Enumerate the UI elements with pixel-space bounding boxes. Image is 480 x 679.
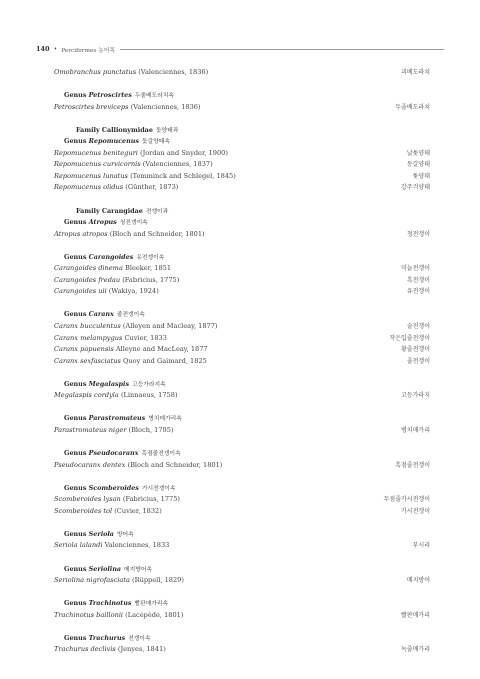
genus-korean-name: 줄전갱이속: [116, 312, 145, 319]
species-author: (Bloch and Schneider, 1801): [109, 229, 205, 238]
species-author: (Valenciennes, 1836): [130, 102, 201, 111]
genus-heading: [54, 309, 430, 321]
scientific-name: Carangoides dinema: [54, 264, 123, 273]
genus-heading: [54, 413, 430, 425]
genus-prefix: Genus: [64, 379, 89, 388]
species-name: [54, 494, 180, 506]
species-author: (Wakiya, 1924): [108, 287, 159, 296]
genus-heading: [54, 90, 430, 102]
scientific-name: Pseudocaranx dentex: [54, 460, 126, 469]
spacer: [54, 587, 430, 599]
genus-prefix: Genus: [64, 564, 89, 573]
korean-common-name: 병치매가리: [401, 426, 430, 434]
genus-korean-name: 유전갱이속: [136, 254, 165, 261]
genus-heading: [54, 252, 430, 264]
genus-prefix: Genus: [64, 599, 89, 608]
genus-name: Trachurus: [88, 633, 126, 642]
species-name: [54, 275, 179, 287]
scientific-name: Scomberoides tol: [54, 506, 113, 515]
species-author: (Jordan and Snyder, 1900): [140, 148, 228, 157]
korean-common-name: 빨판매가리: [401, 611, 430, 619]
spacer: [54, 471, 430, 483]
species-row: [54, 67, 430, 79]
scientific-name: Carangoides uii: [54, 287, 107, 296]
species-row: [54, 102, 430, 114]
genus-prefix: Genus: [64, 218, 89, 227]
korean-common-name: 메지방어: [406, 577, 430, 585]
species-author: (Fabricius, 1775): [122, 275, 180, 284]
species-author: Cuvier, 1833: [124, 333, 167, 342]
korean-common-name: 동갈양태: [406, 161, 430, 169]
genus-prefix: Genus: [64, 483, 89, 492]
genus-heading: [54, 136, 430, 148]
spacer: [54, 298, 430, 310]
genus-title: [64, 379, 166, 391]
korean-common-name: 강주걱양태: [401, 184, 430, 192]
korean-common-name: 두줄베도라치: [395, 103, 430, 111]
spacer: [54, 517, 430, 529]
species-name: [54, 644, 166, 656]
species-row: [54, 171, 430, 183]
genus-korean-name: 가시전갱이속: [141, 485, 176, 492]
species-author: (Günther, 1873): [125, 183, 179, 192]
genus-korean-name: 메지방어속: [124, 566, 153, 573]
family-title: [76, 206, 168, 218]
genus-title: [64, 252, 164, 264]
genus-prefix: Genus: [64, 633, 89, 642]
genus-korean-name: 방어속: [116, 531, 134, 538]
header-rule: [120, 49, 444, 50]
species-author: (Valenciennes, 1837): [142, 160, 213, 169]
species-author: Bleeker, 1851: [124, 264, 172, 273]
scientific-name: Repomucenus olidus: [54, 183, 124, 192]
species-name: [54, 171, 236, 183]
genus-name: Scomberoides: [88, 483, 139, 492]
running-header: [36, 44, 444, 54]
species-row: [54, 425, 430, 437]
genus-title: [64, 90, 174, 102]
species-row: [54, 182, 430, 194]
species-row: [54, 610, 430, 622]
genus-korean-name: 고등가라지속: [132, 381, 166, 388]
genus-name: Seriola: [88, 529, 114, 538]
species-name: [54, 148, 228, 160]
scientific-name: Caranx bucculentus: [54, 322, 121, 331]
genus-korean-name: 빨판매가리속: [134, 601, 169, 608]
korean-common-name: 두점줄가시전갱이: [383, 496, 430, 504]
korean-common-name: 청전갱이: [406, 230, 430, 238]
species-author: (Bloch and Schneider, 1801): [127, 460, 223, 469]
species-name: [54, 390, 178, 402]
scientific-name: Megalaspis cordyla: [54, 391, 119, 400]
scientific-name: Omobranchus punctatus: [54, 68, 137, 76]
scientific-name: Petroscirtes breviceps: [54, 102, 129, 111]
spacer: [54, 437, 430, 449]
species-author: Valenciennes, 1833: [104, 541, 170, 550]
genus-heading: [54, 598, 430, 610]
species-name: [54, 159, 213, 171]
korean-common-name: 황줄전갱이: [401, 346, 430, 354]
species-author: Quoy and Gaimard, 1825: [123, 356, 207, 365]
species-author: (Fabricius, 1775): [122, 495, 180, 504]
species-author: (Temminck and Schlegel, 1845): [130, 171, 236, 180]
korean-common-name: 날돛양태: [406, 149, 430, 157]
family-heading: [54, 125, 430, 137]
species-row: [54, 575, 430, 587]
genus-korean-name: 병치매가리속: [148, 416, 182, 423]
species-row: [54, 286, 430, 298]
species-author: (Linnaeus, 1758): [120, 391, 178, 400]
genus-prefix: Genus: [64, 310, 89, 319]
family-heading: [54, 206, 430, 218]
species-row: [54, 494, 430, 506]
species-row: [54, 275, 430, 287]
genus-title: [64, 217, 148, 229]
scientific-name: Repomucenus curvicornis: [54, 160, 141, 169]
species-name: [54, 333, 167, 345]
genus-title: [64, 564, 152, 576]
korean-common-name: 괴베도라치: [401, 69, 430, 76]
genus-heading: [54, 483, 430, 495]
scientific-name: Seriolina nigrofasciata: [54, 576, 130, 585]
genus-name: Trachinotus: [88, 599, 132, 608]
genus-heading: [54, 217, 430, 229]
korean-common-name: 미늘전갱이: [401, 265, 430, 273]
genus-title: [64, 309, 145, 321]
korean-common-name: 고등가라지: [401, 392, 430, 400]
genus-title: [64, 448, 181, 460]
genus-korean-name: 두줄베도라치속: [134, 93, 175, 100]
spacer: [54, 367, 430, 379]
genus-prefix: Genus: [64, 449, 89, 458]
genus-title: [64, 413, 182, 425]
korean-common-name: 줄전갱이: [406, 357, 430, 365]
species-name: [54, 575, 184, 587]
species-row: [54, 229, 430, 241]
header-bullet: •: [53, 45, 58, 53]
header-title: Perciformes 농어목: [61, 47, 116, 54]
species-author: Alleyne and MacLeay, 1877: [115, 345, 208, 354]
species-name: [54, 67, 208, 79]
genus-name: Petroscirtes: [88, 91, 132, 100]
species-name: [54, 425, 174, 437]
genus-name: Repomucenus: [88, 137, 140, 146]
korean-common-name: 유전갱이: [406, 288, 430, 296]
scientific-name: Caranx papuensis: [54, 345, 114, 354]
species-row: [54, 263, 430, 275]
genus-name: Megalaspis: [88, 379, 130, 388]
genus-name: Caranx: [88, 310, 114, 319]
species-row: [54, 321, 430, 333]
korean-common-name: 녹줄매가리: [401, 646, 430, 654]
species-row: [54, 333, 430, 345]
page-number: 140: [36, 45, 50, 53]
genus-korean-name: 흑점줄전갱이속: [141, 451, 181, 458]
species-author: (Bloch, 1795): [128, 425, 174, 434]
species-row: [54, 159, 430, 171]
genus-prefix: Genus: [64, 137, 89, 146]
spacer: [54, 402, 430, 414]
genus-korean-name: 전갱이속: [128, 635, 151, 642]
species-author: (Rüppell, 1829): [132, 576, 184, 585]
species-author: (Lacépède, 1801): [125, 610, 184, 619]
scientific-name: Repomucenus lunatus: [54, 171, 128, 180]
family-korean-name: 돛양태과: [155, 127, 179, 134]
scientific-name: Repomucenus beniteguri: [54, 148, 138, 157]
species-row: [54, 344, 430, 356]
korean-common-name: 술전갱이: [406, 323, 430, 331]
korean-common-name: 흑전갱이: [406, 276, 430, 284]
spacer: [54, 621, 430, 633]
species-row: [54, 356, 430, 368]
scientific-name: Trachurus declivis: [54, 645, 116, 654]
genus-title: [64, 136, 170, 148]
species-author: (Jenyes, 1841): [117, 645, 166, 654]
species-name: [54, 229, 205, 241]
genus-prefix: Genus: [64, 414, 89, 423]
genus-title: [64, 598, 168, 610]
species-row: [54, 460, 430, 472]
species-name: [54, 321, 218, 333]
species-name: [54, 344, 208, 356]
species-list: [54, 67, 430, 656]
genus-prefix: Genus: [64, 529, 89, 538]
scientific-name: Atropus atropos: [54, 229, 108, 238]
genus-korean-name: 청전갱이속: [119, 220, 148, 227]
species-author: (Valenciennes, 1836): [138, 68, 209, 76]
genus-heading: [54, 379, 430, 391]
species-name: [54, 460, 222, 472]
korean-common-name: 부시리: [412, 542, 430, 550]
genus-title: [64, 633, 151, 645]
korean-common-name: 작은입줄전갱이: [389, 334, 430, 342]
species-name: [54, 182, 178, 194]
spacer: [54, 240, 430, 252]
species-name: [54, 102, 201, 114]
genus-name: Pseudocaranx: [88, 449, 139, 458]
scientific-name: Seriola lalandi: [54, 541, 103, 550]
genus-name: Seriolina: [88, 564, 122, 573]
scientific-name: Caranx sexfasciatus: [54, 356, 121, 365]
spacer: [54, 552, 430, 564]
species-name: [54, 286, 159, 298]
species-row: [54, 390, 430, 402]
species-author: (Cuvier, 1832): [114, 506, 162, 515]
family-name: Family Callionymidae: [76, 125, 153, 134]
genus-name: Carangoides: [88, 252, 134, 261]
scientific-name: Scomberoides lysan: [54, 495, 121, 504]
genus-heading: [54, 633, 430, 645]
species-row: [54, 540, 430, 552]
korean-common-name: 흑점줄전갱이: [395, 461, 430, 469]
species-name: [54, 506, 162, 518]
family-title: [76, 125, 178, 137]
species-name: [54, 610, 183, 622]
spacer: [54, 113, 430, 125]
scientific-name: Trachinotus baillonii: [54, 610, 124, 619]
species-name: [54, 263, 171, 275]
genus-title: [64, 529, 134, 541]
genus-heading: [54, 529, 430, 541]
scientific-name: Carangoides fredau: [54, 275, 121, 284]
species-row: [54, 644, 430, 656]
family-name: Family Carangidae: [76, 206, 143, 215]
genus-prefix: Genus: [64, 252, 89, 261]
species-row: [54, 148, 430, 160]
korean-common-name: 돛양태: [412, 172, 430, 180]
scientific-name: Caranx melampygus: [54, 333, 123, 342]
genus-name: Parastromateus: [88, 414, 146, 423]
korean-common-name: 가시전갱이: [401, 507, 430, 515]
genus-prefix: Genus: [64, 91, 89, 100]
family-korean-name: 전갱이과: [145, 208, 169, 215]
scientific-name: Parastromateus niger: [54, 425, 127, 434]
species-name: [54, 540, 169, 552]
species-name: [54, 356, 207, 368]
genus-heading: [54, 564, 430, 576]
genus-title: [64, 483, 176, 495]
spacer: [54, 194, 430, 206]
genus-korean-name: 돛갈양태속: [142, 139, 171, 146]
species-author: (Alleyen and Macleay, 1877): [122, 322, 218, 331]
genus-name: Atropus: [88, 218, 117, 227]
spacer: [54, 79, 430, 91]
genus-heading: [54, 448, 430, 460]
species-row: [54, 506, 430, 518]
